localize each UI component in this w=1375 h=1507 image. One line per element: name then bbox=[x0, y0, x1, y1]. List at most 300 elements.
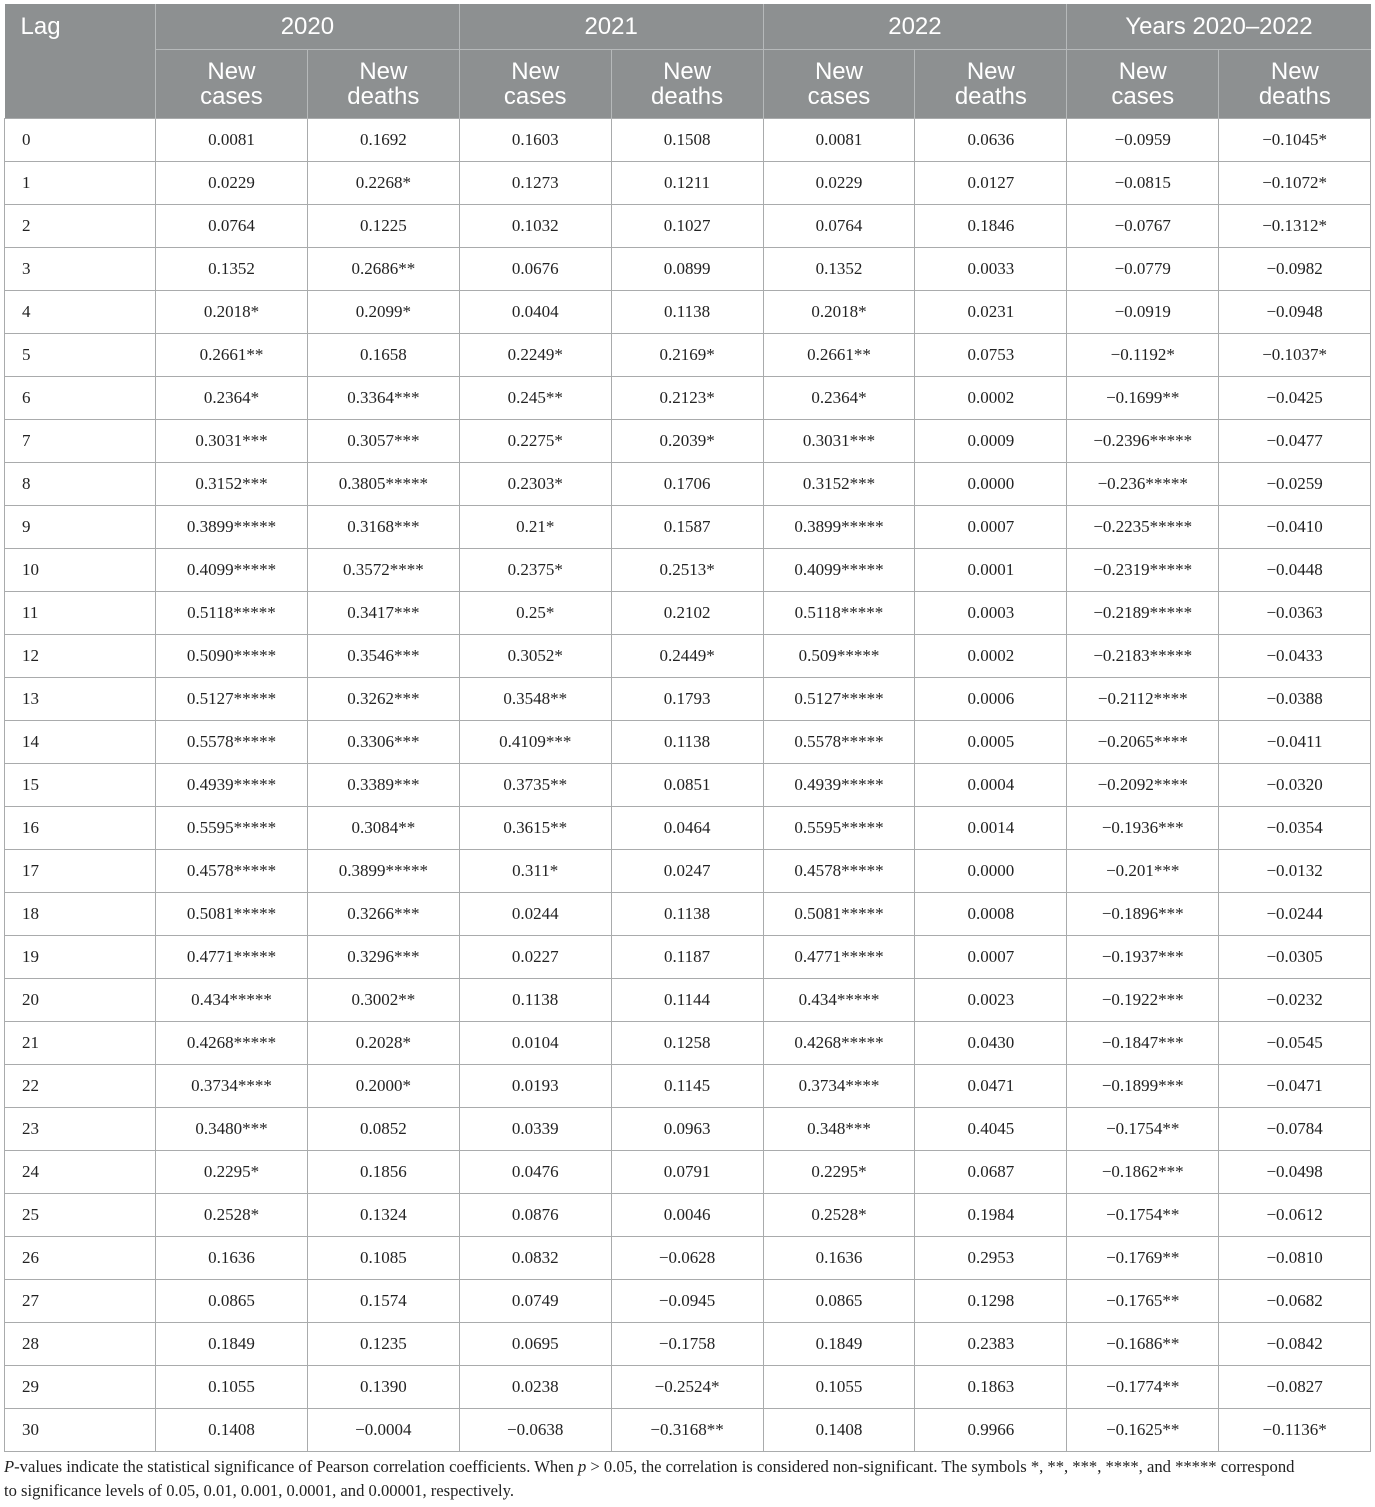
lag-cell: 30 bbox=[5, 1409, 156, 1452]
value-cell: −0.0948 bbox=[1219, 291, 1371, 334]
value-cell: 0.0007 bbox=[915, 506, 1067, 549]
value-cell: −0.1922*** bbox=[1067, 979, 1219, 1022]
subheader-word: New bbox=[814, 58, 863, 85]
table-row bbox=[5, 334, 1371, 377]
lag-cell: 7 bbox=[5, 420, 156, 463]
value-cell: 0.3002** bbox=[307, 979, 459, 1022]
value-cell: 0.245** bbox=[459, 377, 611, 420]
value-cell: 0.0876 bbox=[459, 1194, 611, 1237]
table-row bbox=[5, 893, 1371, 936]
value-cell: −0.1072* bbox=[1219, 162, 1371, 205]
value-cell: −0.1625** bbox=[1067, 1409, 1219, 1452]
value-cell: 0.1027 bbox=[611, 205, 763, 248]
year-header-2021: 2021 bbox=[459, 4, 763, 50]
value-cell: 0.3615** bbox=[459, 807, 611, 850]
value-cell: 0.3084** bbox=[307, 807, 459, 850]
value-cell: 0.0764 bbox=[156, 205, 308, 248]
value-cell: 0.0104 bbox=[459, 1022, 611, 1065]
value-cell: 0.2249* bbox=[459, 334, 611, 377]
value-cell: 0.0231 bbox=[915, 291, 1067, 334]
value-cell: 0.2383 bbox=[915, 1323, 1067, 1366]
value-cell: 0.2000* bbox=[307, 1065, 459, 1108]
value-cell: −0.2396***** bbox=[1067, 420, 1219, 463]
value-cell: 0.0238 bbox=[459, 1366, 611, 1409]
value-cell: −0.0388 bbox=[1219, 678, 1371, 721]
value-cell: 0.1144 bbox=[611, 979, 763, 1022]
value-cell: −0.1896*** bbox=[1067, 893, 1219, 936]
value-cell: 0.3262*** bbox=[307, 678, 459, 721]
subheader-word: New bbox=[207, 58, 256, 85]
value-cell: −0.1312* bbox=[1219, 205, 1371, 248]
table-row bbox=[5, 1409, 1371, 1452]
value-cell: 0.0899 bbox=[611, 248, 763, 291]
value-cell: 0.1138 bbox=[611, 721, 763, 764]
value-cell: 0.1706 bbox=[611, 463, 763, 506]
lag-cell: 27 bbox=[5, 1280, 156, 1323]
value-cell: −0.1847*** bbox=[1067, 1022, 1219, 1065]
value-cell: 0.2364* bbox=[763, 377, 915, 420]
value-cell: 0.2661** bbox=[763, 334, 915, 377]
lag-cell: 5 bbox=[5, 334, 156, 377]
value-cell: 0.4939***** bbox=[763, 764, 915, 807]
value-cell: 0.434***** bbox=[156, 979, 308, 1022]
value-cell: 0.2028* bbox=[307, 1022, 459, 1065]
value-cell: 0.2099* bbox=[307, 291, 459, 334]
value-cell: 0.0004 bbox=[915, 764, 1067, 807]
lag-cell: 16 bbox=[5, 807, 156, 850]
value-cell: 0.4109*** bbox=[459, 721, 611, 764]
value-cell: −0.0354 bbox=[1219, 807, 1371, 850]
subheader-word: New bbox=[663, 58, 712, 85]
year-header-2020: 2020 bbox=[156, 4, 460, 50]
value-cell: 0.1032 bbox=[459, 205, 611, 248]
lag-cell: 24 bbox=[5, 1151, 156, 1194]
value-cell: 0.311* bbox=[459, 850, 611, 893]
value-cell: −0.236***** bbox=[1067, 463, 1219, 506]
value-cell: 0.0430 bbox=[915, 1022, 1067, 1065]
value-cell: 0.4099***** bbox=[763, 549, 915, 592]
subheader-word: New bbox=[1270, 58, 1319, 85]
value-cell: 0.2528* bbox=[763, 1194, 915, 1237]
footnote-text-1: -values indicate the statistical significance of Pearson correlation coefficients. When bbox=[14, 1457, 578, 1476]
value-cell: 0.0000 bbox=[915, 463, 1067, 506]
lag-cell: 2 bbox=[5, 205, 156, 248]
value-cell: −0.0132 bbox=[1219, 850, 1371, 893]
value-cell: −0.0477 bbox=[1219, 420, 1371, 463]
lag-cell: 21 bbox=[5, 1022, 156, 1065]
value-cell: 0.2528* bbox=[156, 1194, 308, 1237]
value-cell: 0.4771***** bbox=[763, 936, 915, 979]
value-cell: 0.1055 bbox=[156, 1366, 308, 1409]
subheader-new-cases bbox=[763, 50, 915, 119]
value-cell: 0.0247 bbox=[611, 850, 763, 893]
subheader-new-cases bbox=[1067, 50, 1219, 119]
table-row bbox=[5, 1366, 1371, 1409]
value-cell: 0.1085 bbox=[307, 1237, 459, 1280]
subheader-word: New bbox=[359, 58, 408, 85]
subheader-word: deaths bbox=[1258, 83, 1331, 110]
lag-cell: 12 bbox=[5, 635, 156, 678]
value-cell: 0.0081 bbox=[763, 119, 915, 162]
value-cell: 0.4045 bbox=[915, 1108, 1067, 1151]
value-cell: 0.0000 bbox=[915, 850, 1067, 893]
value-cell: 0.0865 bbox=[763, 1280, 915, 1323]
lag-cell: 15 bbox=[5, 764, 156, 807]
value-cell: 0.2123* bbox=[611, 377, 763, 420]
value-cell: 0.4939***** bbox=[156, 764, 308, 807]
subheader-new-deaths bbox=[915, 50, 1067, 119]
table-row bbox=[5, 592, 1371, 635]
value-cell: 0.1692 bbox=[307, 119, 459, 162]
lag-cell: 22 bbox=[5, 1065, 156, 1108]
value-cell: −0.0411 bbox=[1219, 721, 1371, 764]
value-cell: 0.3052* bbox=[459, 635, 611, 678]
value-cell: −0.0498 bbox=[1219, 1151, 1371, 1194]
value-cell: −0.0448 bbox=[1219, 549, 1371, 592]
table-row bbox=[5, 377, 1371, 420]
value-cell: 0.3364*** bbox=[307, 377, 459, 420]
lag-cell: 10 bbox=[5, 549, 156, 592]
value-cell: 0.1225 bbox=[307, 205, 459, 248]
lag-cell: 23 bbox=[5, 1108, 156, 1151]
value-cell: 0.1352 bbox=[763, 248, 915, 291]
year-header-all: Years 2020–2022 bbox=[1067, 4, 1371, 50]
value-cell: 0.5081***** bbox=[156, 893, 308, 936]
value-cell: 0.0005 bbox=[915, 721, 1067, 764]
value-cell: 0.2303* bbox=[459, 463, 611, 506]
value-cell: 0.1235 bbox=[307, 1323, 459, 1366]
subheader-new-deaths bbox=[611, 50, 763, 119]
value-cell: 0.1352 bbox=[156, 248, 308, 291]
value-cell: 0.0127 bbox=[915, 162, 1067, 205]
value-cell: −0.1754** bbox=[1067, 1194, 1219, 1237]
table-row bbox=[5, 1323, 1371, 1366]
value-cell: −0.2319***** bbox=[1067, 549, 1219, 592]
value-cell: −0.2183***** bbox=[1067, 635, 1219, 678]
value-cell: −0.1765** bbox=[1067, 1280, 1219, 1323]
lag-cell: 20 bbox=[5, 979, 156, 1022]
value-cell: 0.2295* bbox=[763, 1151, 915, 1194]
table-row bbox=[5, 850, 1371, 893]
value-cell: 0.3057*** bbox=[307, 420, 459, 463]
value-cell: 0.0476 bbox=[459, 1151, 611, 1194]
value-cell: 0.0002 bbox=[915, 635, 1067, 678]
value-cell: −0.201*** bbox=[1067, 850, 1219, 893]
subheader-new-cases bbox=[156, 50, 308, 119]
value-cell: 0.3805***** bbox=[307, 463, 459, 506]
value-cell: 0.3031*** bbox=[156, 420, 308, 463]
value-cell: −0.1862*** bbox=[1067, 1151, 1219, 1194]
value-cell: 0.0695 bbox=[459, 1323, 611, 1366]
value-cell: 0.0023 bbox=[915, 979, 1067, 1022]
value-cell: −0.2524* bbox=[611, 1366, 763, 1409]
table-row bbox=[5, 678, 1371, 721]
value-cell: 0.4578***** bbox=[156, 850, 308, 893]
value-cell: 0.2039* bbox=[611, 420, 763, 463]
value-cell: −0.0363 bbox=[1219, 592, 1371, 635]
lag-cell: 1 bbox=[5, 162, 156, 205]
value-cell: 0.0404 bbox=[459, 291, 611, 334]
value-cell: 0.1587 bbox=[611, 506, 763, 549]
lag-header: Lag bbox=[5, 4, 156, 119]
value-cell: −0.0842 bbox=[1219, 1323, 1371, 1366]
value-cell: 0.3266*** bbox=[307, 893, 459, 936]
lag-cell: 17 bbox=[5, 850, 156, 893]
lag-correlation-table bbox=[4, 4, 1371, 1452]
value-cell: 0.0852 bbox=[307, 1108, 459, 1151]
value-cell: 0.1849 bbox=[763, 1323, 915, 1366]
value-cell: 0.0963 bbox=[611, 1108, 763, 1151]
value-cell: 0.0471 bbox=[915, 1065, 1067, 1108]
table-row bbox=[5, 420, 1371, 463]
value-cell: 0.4578***** bbox=[763, 850, 915, 893]
lag-cell: 26 bbox=[5, 1237, 156, 1280]
correlation-table-container bbox=[4, 4, 1370, 1452]
value-cell: 0.1258 bbox=[611, 1022, 763, 1065]
value-cell: 0.1138 bbox=[611, 893, 763, 936]
table-row bbox=[5, 1237, 1371, 1280]
table-row bbox=[5, 1151, 1371, 1194]
value-cell: −0.1936*** bbox=[1067, 807, 1219, 850]
table-row bbox=[5, 205, 1371, 248]
value-cell: 0.5127***** bbox=[156, 678, 308, 721]
value-cell: −0.1754** bbox=[1067, 1108, 1219, 1151]
value-cell: 0.4771***** bbox=[156, 936, 308, 979]
value-cell: 0.434***** bbox=[763, 979, 915, 1022]
lag-cell: 6 bbox=[5, 377, 156, 420]
value-cell: 0.3899***** bbox=[156, 506, 308, 549]
subheader-word: cases bbox=[1111, 83, 1175, 110]
value-cell: 0.3546*** bbox=[307, 635, 459, 678]
value-cell: −0.0244 bbox=[1219, 893, 1371, 936]
value-cell: 0.4268***** bbox=[156, 1022, 308, 1065]
table-row bbox=[5, 549, 1371, 592]
value-cell: 0.5127***** bbox=[763, 678, 915, 721]
value-cell: −0.0320 bbox=[1219, 764, 1371, 807]
value-cell: −0.0827 bbox=[1219, 1366, 1371, 1409]
lag-cell: 9 bbox=[5, 506, 156, 549]
table-row bbox=[5, 1108, 1371, 1151]
value-cell: 0.2268* bbox=[307, 162, 459, 205]
value-cell: 0.509***** bbox=[763, 635, 915, 678]
value-cell: 0.1138 bbox=[611, 291, 763, 334]
value-cell: −0.0682 bbox=[1219, 1280, 1371, 1323]
value-cell: 0.1273 bbox=[459, 162, 611, 205]
value-cell: 0.2661** bbox=[156, 334, 308, 377]
value-cell: 0.0227 bbox=[459, 936, 611, 979]
value-cell: 0.5595***** bbox=[156, 807, 308, 850]
value-cell: −0.0433 bbox=[1219, 635, 1371, 678]
table-row bbox=[5, 635, 1371, 678]
value-cell: 0.9966 bbox=[915, 1409, 1067, 1452]
lag-cell: 29 bbox=[5, 1366, 156, 1409]
value-cell: 0.2513* bbox=[611, 549, 763, 592]
value-cell: 0.0009 bbox=[915, 420, 1067, 463]
value-cell: 0.3734**** bbox=[156, 1065, 308, 1108]
lag-cell: 0 bbox=[5, 119, 156, 162]
table-row bbox=[5, 463, 1371, 506]
value-cell: −0.1899*** bbox=[1067, 1065, 1219, 1108]
value-cell: 0.2375* bbox=[459, 549, 611, 592]
value-cell: −0.1699** bbox=[1067, 377, 1219, 420]
subheader-new-deaths bbox=[307, 50, 459, 119]
value-cell: 0.3548** bbox=[459, 678, 611, 721]
value-cell: −0.0425 bbox=[1219, 377, 1371, 420]
subheader-word: New bbox=[511, 58, 560, 85]
value-cell: 0.0676 bbox=[459, 248, 611, 291]
value-cell: 0.0229 bbox=[763, 162, 915, 205]
value-cell: 0.0229 bbox=[156, 162, 308, 205]
table-header bbox=[5, 4, 1371, 119]
value-cell: −0.2189***** bbox=[1067, 592, 1219, 635]
value-cell: 0.0865 bbox=[156, 1280, 308, 1323]
lag-cell: 13 bbox=[5, 678, 156, 721]
value-cell: −0.2092**** bbox=[1067, 764, 1219, 807]
value-cell: 0.0464 bbox=[611, 807, 763, 850]
value-cell: −0.1686** bbox=[1067, 1323, 1219, 1366]
value-cell: 0.0851 bbox=[611, 764, 763, 807]
value-cell: 0.0764 bbox=[763, 205, 915, 248]
value-cell: 0.3735** bbox=[459, 764, 611, 807]
value-cell: −0.2235***** bbox=[1067, 506, 1219, 549]
table-row bbox=[5, 1194, 1371, 1237]
value-cell: 0.21* bbox=[459, 506, 611, 549]
value-cell: 0.1856 bbox=[307, 1151, 459, 1194]
value-cell: 0.1298 bbox=[915, 1280, 1067, 1323]
value-cell: 0.0749 bbox=[459, 1280, 611, 1323]
footnote-text-2: to significance levels of 0.05, 0.01, 0.001, 0.0001, and 0.00001, respectively. bbox=[4, 1481, 514, 1500]
value-cell: 0.3031*** bbox=[763, 420, 915, 463]
value-cell: 0.1846 bbox=[915, 205, 1067, 248]
value-cell: 0.1603 bbox=[459, 119, 611, 162]
table-row bbox=[5, 721, 1371, 764]
value-cell: −0.3168** bbox=[611, 1409, 763, 1452]
value-cell: 0.1574 bbox=[307, 1280, 459, 1323]
value-cell: 0.0033 bbox=[915, 248, 1067, 291]
value-cell: 0.25* bbox=[459, 592, 611, 635]
value-cell: −0.0945 bbox=[611, 1280, 763, 1323]
value-cell: −0.0305 bbox=[1219, 936, 1371, 979]
table-row bbox=[5, 936, 1371, 979]
value-cell: 0.0003 bbox=[915, 592, 1067, 635]
subheader-word: cases bbox=[200, 83, 263, 110]
value-cell: −0.0545 bbox=[1219, 1022, 1371, 1065]
value-cell: 0.0244 bbox=[459, 893, 611, 936]
value-cell: 0.0001 bbox=[915, 549, 1067, 592]
value-cell: 0.1636 bbox=[156, 1237, 308, 1280]
subheader-new-deaths bbox=[1219, 50, 1371, 119]
lag-cell: 18 bbox=[5, 893, 156, 936]
table-body bbox=[5, 119, 1371, 1452]
value-cell: 0.1145 bbox=[611, 1065, 763, 1108]
table-row bbox=[5, 162, 1371, 205]
lag-cell: 8 bbox=[5, 463, 156, 506]
value-cell: −0.0810 bbox=[1219, 1237, 1371, 1280]
lag-cell: 19 bbox=[5, 936, 156, 979]
value-cell: −0.0638 bbox=[459, 1409, 611, 1452]
value-cell: 0.3899***** bbox=[307, 850, 459, 893]
value-cell: 0.3152*** bbox=[763, 463, 915, 506]
value-cell: 0.0687 bbox=[915, 1151, 1067, 1194]
value-cell: −0.0959 bbox=[1067, 119, 1219, 162]
table-row bbox=[5, 506, 1371, 549]
lag-cell: 3 bbox=[5, 248, 156, 291]
value-cell: 0.0193 bbox=[459, 1065, 611, 1108]
value-cell: 0.1849 bbox=[156, 1323, 308, 1366]
lag-cell: 4 bbox=[5, 291, 156, 334]
value-cell: 0.5578***** bbox=[763, 721, 915, 764]
value-cell: 0.5118***** bbox=[763, 592, 915, 635]
value-cell: −0.1937*** bbox=[1067, 936, 1219, 979]
value-cell: 0.1138 bbox=[459, 979, 611, 1022]
value-cell: −0.0410 bbox=[1219, 506, 1371, 549]
value-cell: 0.5090***** bbox=[156, 635, 308, 678]
lag-cell: 28 bbox=[5, 1323, 156, 1366]
subheader-word: New bbox=[1118, 58, 1167, 85]
value-cell: −0.0612 bbox=[1219, 1194, 1371, 1237]
subheader-word: cases bbox=[807, 83, 871, 110]
value-cell: 0.2364* bbox=[156, 377, 308, 420]
value-cell: 0.3306*** bbox=[307, 721, 459, 764]
value-cell: 0.0002 bbox=[915, 377, 1067, 420]
value-cell: 0.5578***** bbox=[156, 721, 308, 764]
value-cell: −0.0815 bbox=[1067, 162, 1219, 205]
value-cell: −0.1758 bbox=[611, 1323, 763, 1366]
lag-cell: 14 bbox=[5, 721, 156, 764]
value-cell: 0.2018* bbox=[763, 291, 915, 334]
value-cell: 0.3152*** bbox=[156, 463, 308, 506]
table-row bbox=[5, 248, 1371, 291]
value-cell: 0.2686** bbox=[307, 248, 459, 291]
value-cell: 0.4268***** bbox=[763, 1022, 915, 1065]
value-cell: 0.3734**** bbox=[763, 1065, 915, 1108]
value-cell: 0.0636 bbox=[915, 119, 1067, 162]
value-cell: 0.1636 bbox=[763, 1237, 915, 1280]
value-cell: −0.2112**** bbox=[1067, 678, 1219, 721]
table-row bbox=[5, 1065, 1371, 1108]
subheader-word: deaths bbox=[651, 83, 724, 110]
value-cell: −0.0784 bbox=[1219, 1108, 1371, 1151]
table-row bbox=[5, 119, 1371, 162]
value-cell: 0.1187 bbox=[611, 936, 763, 979]
value-cell: −0.1136* bbox=[1219, 1409, 1371, 1452]
value-cell: 0.2018* bbox=[156, 291, 308, 334]
value-cell: 0.3572**** bbox=[307, 549, 459, 592]
value-cell: 0.5118***** bbox=[156, 592, 308, 635]
value-cell: 0.0753 bbox=[915, 334, 1067, 377]
value-cell: 0.0046 bbox=[611, 1194, 763, 1237]
value-cell: 0.5081***** bbox=[763, 893, 915, 936]
table-footnote bbox=[4, 1455, 1370, 1503]
table-row bbox=[5, 807, 1371, 850]
value-cell: 0.0832 bbox=[459, 1237, 611, 1280]
value-cell: 0.0006 bbox=[915, 678, 1067, 721]
subheader-word: deaths bbox=[954, 83, 1027, 110]
value-cell: 0.0791 bbox=[611, 1151, 763, 1194]
value-cell: −0.1037* bbox=[1219, 334, 1371, 377]
value-cell: 0.1408 bbox=[156, 1409, 308, 1452]
value-cell: 0.5595***** bbox=[763, 807, 915, 850]
value-cell: −0.0628 bbox=[611, 1237, 763, 1280]
table-row bbox=[5, 764, 1371, 807]
table-row bbox=[5, 979, 1371, 1022]
value-cell: 0.0081 bbox=[156, 119, 308, 162]
value-cell: 0.2275* bbox=[459, 420, 611, 463]
value-cell: −0.0259 bbox=[1219, 463, 1371, 506]
year-header-2022: 2022 bbox=[763, 4, 1067, 50]
value-cell: 0.1324 bbox=[307, 1194, 459, 1237]
value-cell: 0.3168*** bbox=[307, 506, 459, 549]
